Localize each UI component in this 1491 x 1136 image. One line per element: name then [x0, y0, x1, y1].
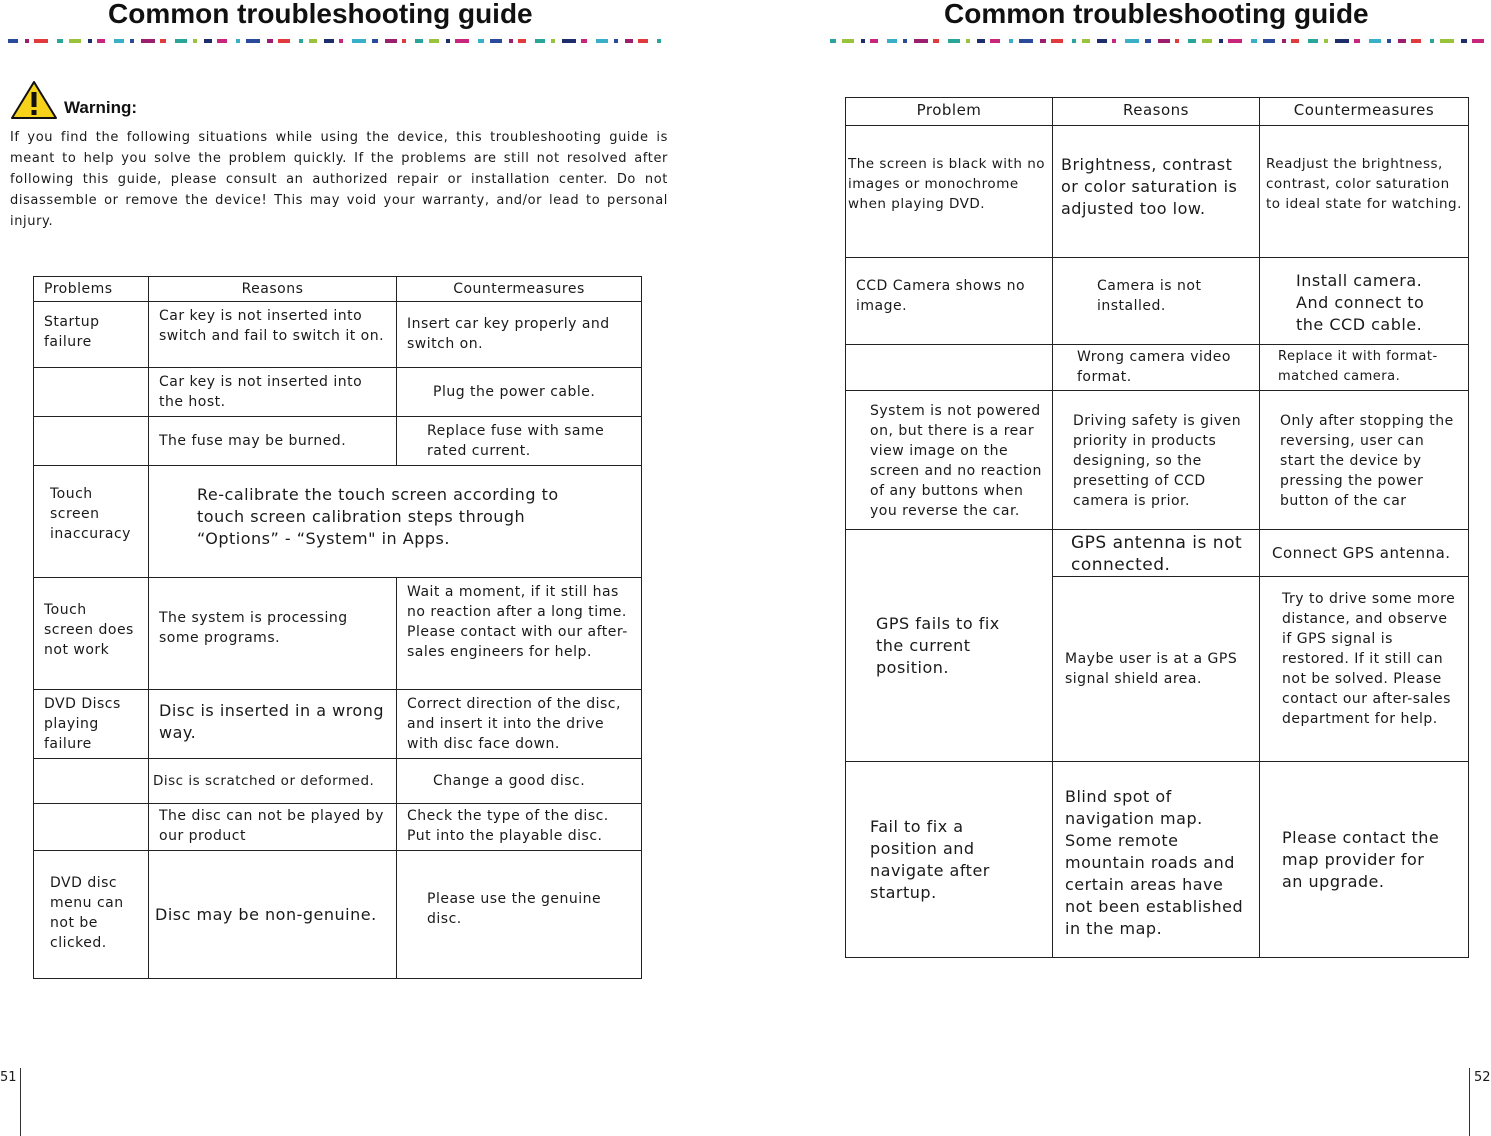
right-page-title: Common troubleshooting guide	[944, 0, 1369, 29]
table-row	[34, 690, 642, 759]
stripe-dash	[562, 39, 576, 43]
stripe-dash	[887, 39, 897, 43]
stripe-dash	[1072, 39, 1076, 43]
stripe-dash	[966, 39, 970, 43]
stripe-dash	[1324, 39, 1328, 43]
stripe-dash	[160, 39, 166, 43]
right-page-rule	[1469, 1068, 1470, 1136]
stripe-dash	[1430, 39, 1434, 43]
stripe-dash	[88, 39, 92, 43]
stripe-dash	[948, 39, 960, 43]
stripe-dash	[1440, 39, 1454, 43]
left-page-title: Common troubleshooting guide	[108, 0, 533, 29]
merged-measure-cell: Re-calibrate the touch screen according to touch screen calibration steps through “Options” - “System" in Apps.	[149, 466, 642, 578]
stripe-dash	[402, 39, 406, 43]
stripe-dash	[1354, 39, 1360, 43]
table-row	[34, 368, 642, 417]
stripe-dash	[8, 39, 18, 43]
stripe-dash	[446, 39, 450, 43]
stripe-dash	[246, 39, 260, 43]
header-reasons: Reasons	[1053, 98, 1260, 126]
reason-cell: Disc may be non-genuine.	[149, 851, 397, 979]
reason-cell: Wrong camera video format.	[1053, 345, 1260, 391]
stripe-dash	[1112, 39, 1116, 43]
measure-cell: Try to drive some more distance, and observe if GPS signal is restored. If it still can not be solved. Please contact our after-sales department for help.	[1260, 577, 1469, 762]
stripe-dash	[372, 39, 378, 43]
reason-cell: The disc can not be played by our product	[149, 804, 397, 851]
header-countermeasures: Countermeasures	[397, 277, 642, 302]
stripe-dash	[1125, 39, 1139, 43]
stripe-dash	[551, 39, 555, 43]
stripe-dash	[1051, 39, 1063, 43]
stripe-dash	[34, 39, 48, 43]
reason-cell: Disc is inserted in a wrong way.	[149, 690, 397, 759]
stripe-dash	[1263, 39, 1275, 43]
table-row	[846, 530, 1469, 577]
table-row	[846, 391, 1469, 530]
stripe-dash	[830, 39, 836, 43]
stripe-dash	[933, 39, 939, 43]
table-row	[846, 258, 1469, 345]
stripe-dash	[1009, 39, 1013, 43]
stripe-dash	[478, 39, 484, 43]
right-troubleshooting-table	[845, 97, 1469, 958]
stripe-dash	[614, 39, 618, 43]
stripe-dash	[914, 39, 928, 43]
stripe-dash	[25, 39, 29, 43]
reason-cell: Car key is not inserted into the host.	[149, 368, 397, 417]
stripe-dash	[1291, 39, 1299, 43]
measure-cell: Insert car key properly and switch on.	[397, 302, 642, 368]
problem-cell: Touch screen inaccuracy	[34, 466, 149, 578]
left-troubleshooting-table	[33, 276, 642, 979]
problem-cell: Touch screen does not work	[34, 578, 149, 690]
stripe-dash	[1040, 39, 1046, 43]
stripe-dash	[352, 39, 366, 43]
stripe-dash	[69, 39, 81, 43]
stripe-dash	[130, 39, 134, 43]
stripe-dash	[861, 39, 865, 43]
stripe-dash	[596, 39, 608, 43]
stripe-dash	[518, 39, 526, 43]
stripe-dash	[385, 39, 397, 43]
stripe-dash	[1202, 39, 1212, 43]
measure-cell: Change a good disc.	[397, 759, 642, 804]
problem-cell: DVD Discs playing failure	[34, 690, 149, 759]
warning-label: Warning:	[64, 98, 138, 117]
table-row	[34, 851, 642, 979]
stripe-dash	[429, 39, 439, 43]
problem-cell	[34, 759, 149, 804]
stripe-dash	[278, 39, 290, 43]
stripe-dash	[309, 39, 317, 43]
stripe-dash	[581, 39, 587, 43]
problem-cell	[846, 345, 1053, 391]
warning-triangle-icon	[10, 80, 58, 120]
stripe-dash	[1251, 39, 1257, 43]
table-row	[34, 466, 642, 578]
stripe-dash	[1097, 39, 1107, 43]
header-problem: Problem	[846, 98, 1053, 126]
stripe-dash	[1335, 39, 1349, 43]
reason-cell: The system is processing some programs.	[149, 578, 397, 690]
reason-cell: Camera is not installed.	[1053, 258, 1260, 345]
stripe-dash	[204, 39, 212, 43]
stripe-dash	[217, 39, 227, 43]
table-row	[34, 578, 642, 690]
table-row	[34, 804, 642, 851]
problem-cell: GPS fails to fix the current position.	[846, 530, 1053, 762]
left-color-stripe	[8, 39, 670, 43]
problem-cell: Fail to fix a position and navigate after startup.	[846, 762, 1053, 958]
stripe-dash	[1188, 39, 1196, 43]
stripe-dash	[1308, 39, 1318, 43]
stripe-dash	[1387, 39, 1391, 43]
table-row	[846, 762, 1469, 958]
stripe-dash	[870, 39, 878, 43]
stripe-dash	[638, 39, 648, 43]
problem-cell: System is not powered on, but there is a rear view image on the screen and no reaction of any buttons when you reverse the car.	[846, 391, 1053, 530]
stripe-dash	[1282, 39, 1286, 43]
stripe-dash	[1219, 39, 1223, 43]
measure-cell: Please use the genuine disc.	[397, 851, 642, 979]
left-page-rule	[20, 1068, 21, 1136]
reason-cell: GPS antenna is not connected.	[1053, 530, 1260, 577]
reason-cell: Disc is scratched or deformed.	[149, 759, 397, 804]
problem-cell	[34, 417, 149, 466]
measure-cell: Please contact the map provider for an upgrade.	[1260, 762, 1469, 958]
stripe-dash	[267, 39, 273, 43]
stripe-dash	[193, 39, 197, 43]
header-reasons: Reasons	[149, 277, 397, 302]
warning-intro-text: If you find the following situations while using the device, this troubleshooting guide is meant to help you solve the problem quickly. If the problems are still not resolved after following this guide, please consult an authorized repair or installation center. Do not disassemble or remove the device! This may void your warranty, and/or lead to personal injury.	[10, 130, 668, 229]
stripe-dash	[324, 39, 334, 43]
stripe-dash	[299, 39, 303, 43]
stripe-dash	[1398, 39, 1406, 43]
stripe-dash	[57, 39, 63, 43]
left-page-number: 51	[0, 1070, 17, 1085]
table-row	[34, 759, 642, 804]
stripe-dash	[657, 39, 661, 43]
problem-cell	[34, 804, 149, 851]
stripe-dash	[1461, 39, 1467, 43]
measure-cell: Wait a moment, if it still has no reaction after a long time. Please contact with our after-sales engineers for help.	[397, 578, 642, 690]
stripe-dash	[114, 39, 124, 43]
stripe-dash	[236, 39, 240, 43]
stripe-dash	[842, 39, 854, 43]
stripe-dash	[455, 39, 469, 43]
stripe-dash	[509, 39, 513, 43]
stripe-dash	[415, 39, 423, 43]
table-row	[34, 417, 642, 466]
stripe-dash	[490, 39, 502, 43]
reason-cell: Blind spot of navigation map. Some remote mountain roads and certain areas have not been established in the map.	[1053, 762, 1260, 958]
reason-cell: Car key is not inserted into switch and fail to switch it on.	[149, 302, 397, 368]
stripe-dash	[175, 39, 187, 43]
stripe-dash	[1175, 39, 1179, 43]
measure-cell: Readjust the brightness, contrast, color saturation to ideal state for watching.	[1260, 126, 1469, 258]
measure-cell: Install camera. And connect to the CCD cable.	[1260, 258, 1469, 345]
problem-cell: CCD Camera shows no image.	[846, 258, 1053, 345]
stripe-dash	[990, 39, 1000, 43]
stripe-dash	[1228, 39, 1242, 43]
stripe-dash	[1411, 39, 1421, 43]
problem-cell: Startup failure	[34, 302, 149, 368]
stripe-dash	[1082, 39, 1090, 43]
measure-cell: Plug the power cable.	[397, 368, 642, 417]
header-problems: Problems	[34, 277, 149, 302]
stripe-dash	[1369, 39, 1381, 43]
header-countermeasures: Countermeasures	[1260, 98, 1469, 126]
reason-cell: Driving safety is given priority in products designing, so the presetting of CCD camera is prior.	[1053, 391, 1260, 530]
stripe-dash	[625, 39, 633, 43]
reason-cell: Brightness, contrast or color saturation is adjusted too low.	[1053, 126, 1260, 258]
stripe-dash	[1145, 39, 1151, 43]
measure-cell: Replace it with format-matched camera.	[1260, 345, 1469, 391]
right-page-number: 52	[1474, 1070, 1491, 1085]
right-color-stripe	[830, 39, 1486, 43]
problem-cell: DVD disc menu can not be clicked.	[34, 851, 149, 979]
problem-cell: The screen is black with no images or monochrome when playing DVD.	[846, 126, 1053, 258]
table-row	[846, 345, 1469, 391]
measure-cell: Only after stopping the reversing, user can start the device by pressing the power button of the car	[1260, 391, 1469, 530]
stripe-dash	[903, 39, 907, 43]
measure-cell: Correct direction of the disc, and insert it into the drive with disc face down.	[397, 690, 642, 759]
stripe-dash	[1158, 39, 1170, 43]
measure-cell: Replace fuse with same rated current.	[397, 417, 642, 466]
measure-cell: Check the type of the disc. Put into the playable disc.	[397, 804, 642, 851]
stripe-dash	[977, 39, 985, 43]
stripe-dash	[141, 39, 155, 43]
reason-cell: The fuse may be burned.	[149, 417, 397, 466]
stripe-dash	[339, 39, 343, 43]
stripe-dash	[1472, 39, 1484, 43]
stripe-dash	[535, 39, 545, 43]
table-row	[846, 126, 1469, 258]
problem-cell	[34, 368, 149, 417]
reason-cell: Maybe user is at a GPS signal shield area.	[1053, 577, 1260, 762]
measure-cell: Connect GPS antenna.	[1260, 530, 1469, 577]
stripe-dash	[97, 39, 105, 43]
table-row	[34, 302, 642, 368]
stripe-dash	[1019, 39, 1033, 43]
